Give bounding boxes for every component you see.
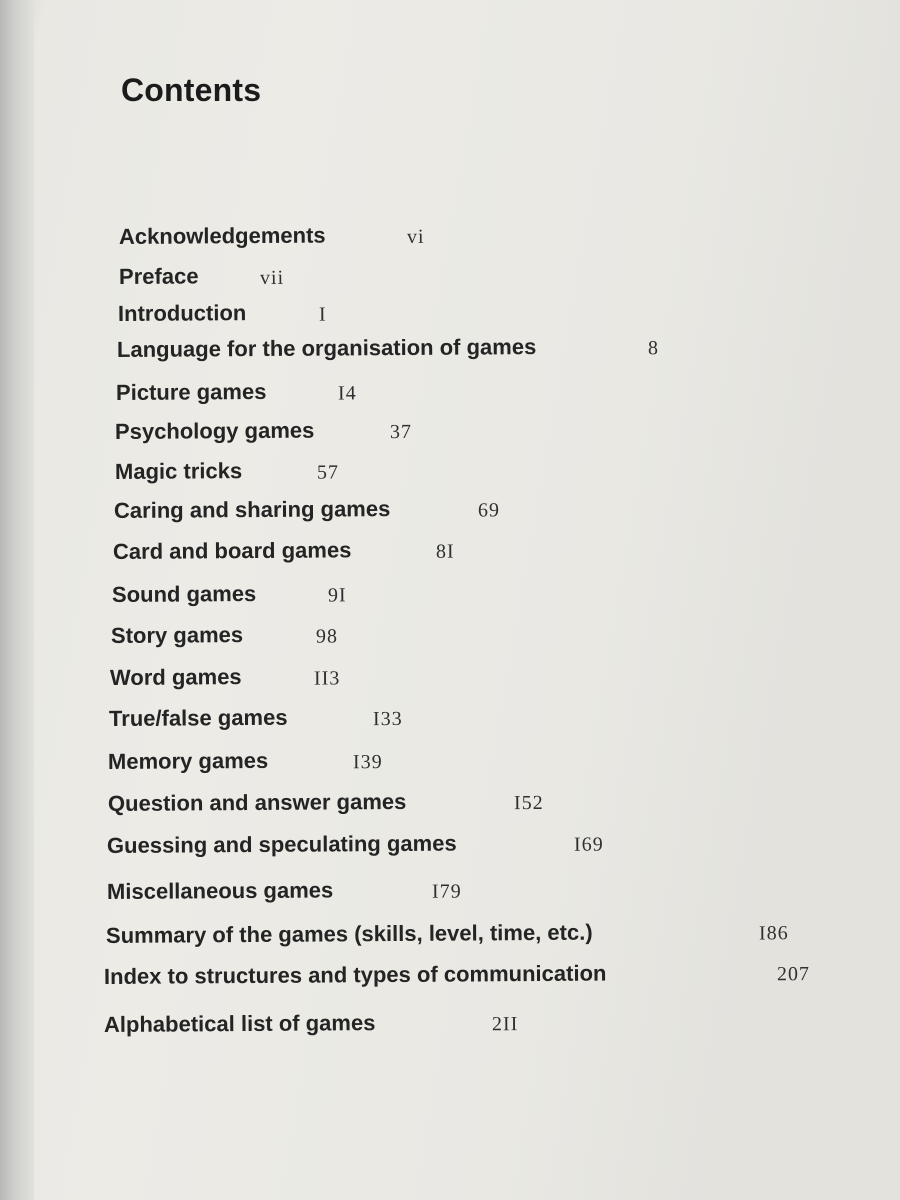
toc-entry-title: Psychology games [114,417,315,444]
toc-entry-title: Alphabetical list of games [103,1010,376,1037]
toc-entry-page: 207 [776,963,811,986]
toc-entry-page: 69 [477,499,501,522]
toc-entry-title: Language for the organisation of games [116,334,537,362]
toc-entry-true-false [108,704,403,732]
page-title: Contents [121,72,262,108]
toc-entry-title: Preface [118,263,199,289]
toc-entry-alphabetical [103,1010,519,1038]
toc-entry-page: II3 [313,667,341,690]
toc-entry-page: 98 [315,625,339,648]
toc-entry-title: Card and board games [112,537,352,564]
toc-entry-title: Miscellaneous games [106,877,334,904]
toc-entry-psychology-games [114,417,413,445]
toc-entry-page: 2II [491,1013,519,1036]
toc-entry-page: vi [406,225,425,248]
toc-entry-page: I86 [758,922,789,945]
toc-entry-page: 9I [327,584,347,607]
toc-entry-page: I52 [513,791,544,815]
toc-entry-story-games [110,622,339,649]
toc-entry-page: I4 [337,382,357,405]
toc-entry-word-games [109,664,341,691]
toc-entry-title: Word games [109,664,242,690]
toc-entry-sound-games [111,580,347,608]
toc-entry-title: Magic tricks [114,458,243,484]
toc-entry-page: I69 [573,833,604,856]
toc-entry-title: Sound games [111,580,257,607]
toc-entry-page: I79 [431,880,462,903]
toc-entry-index [103,960,811,990]
toc-entry-card-board [112,537,455,565]
toc-entry-language [116,334,660,363]
toc-entry-introduction [117,300,327,327]
toc-entry-miscellaneous [106,877,462,905]
toc-entry-title: Guessing and speculating games [106,830,457,858]
toc-entry-acknowledgements [118,222,425,250]
toc-entry-magic-tricks [114,458,340,485]
toc-entry-page: I39 [352,751,383,774]
toc-entry-title: Index to structures and types of communication [103,960,607,989]
toc-entry-guessing [106,830,604,859]
toc-entry-title: Acknowledgements [118,222,326,249]
toc-entry-page: vii [259,266,285,290]
toc-entry-title: Story games [110,622,244,648]
toc-entry-page: 57 [316,461,340,484]
page-gutter [0,0,34,1200]
toc-entry-caring-sharing [113,496,501,524]
toc-entry-page: 8I [435,540,455,563]
toc-entry-page: 37 [389,420,413,444]
toc-entry-preface [118,263,285,290]
toc-entry-memory-games [107,747,383,775]
toc-entry-title: Introduction [117,300,247,326]
toc-entry-page: I33 [372,707,403,731]
toc-entry-page: 8 [647,337,660,360]
toc-entry-page: I [318,303,327,326]
toc-entry-summary [105,919,789,949]
toc-entry-title: Question and answer games [107,788,407,816]
toc-entry-title: Summary of the games (skills, level, time, etc.) [105,919,593,948]
toc-entry-title: Memory games [107,747,269,774]
toc-entry-title: Picture games [115,378,267,405]
toc-entry-picture-games [115,378,357,406]
toc-entry-question-answer [107,788,544,817]
toc-entry-title: True/false games [108,704,288,731]
toc-entry-title: Caring and sharing games [113,496,391,523]
